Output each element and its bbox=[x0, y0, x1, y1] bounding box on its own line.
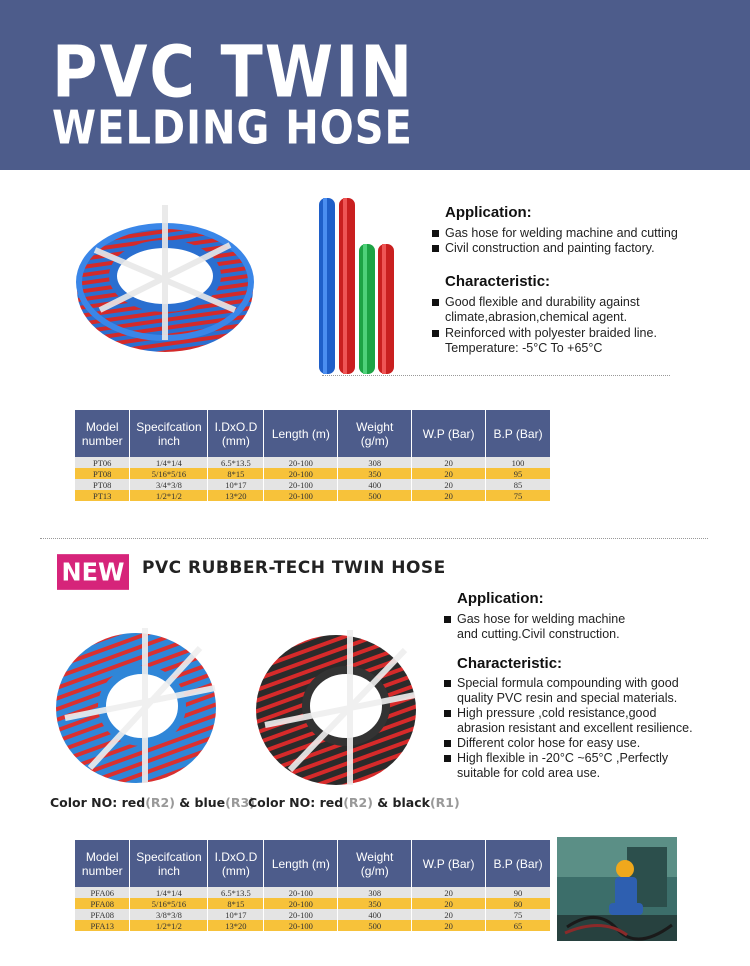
characteristic-line: suitable for cold area use. bbox=[457, 766, 601, 780]
col-length: Length (m) bbox=[264, 410, 338, 457]
cell: 400 bbox=[338, 909, 412, 920]
characteristic-line: High flexible in -20°C ~65°C ,Perfectly bbox=[457, 751, 669, 765]
cell: 20-100 bbox=[264, 468, 338, 479]
application-item bbox=[443, 612, 747, 642]
hose-tubes-image bbox=[316, 196, 396, 376]
section2-title: PVC RUBBER-TECH TWIN HOSE bbox=[142, 558, 446, 578]
characteristic-line: climate,abrasion,chemical agent. bbox=[445, 310, 628, 324]
cell: 20-100 bbox=[264, 909, 338, 920]
cell: 90 bbox=[486, 887, 551, 898]
characteristic-heading: Characteristic: bbox=[457, 655, 563, 672]
cell: 20 bbox=[412, 887, 486, 898]
table-header-row bbox=[75, 410, 551, 457]
table-row bbox=[75, 909, 551, 920]
cell: 6.5*13.5 bbox=[208, 457, 264, 468]
characteristic-item bbox=[431, 326, 745, 356]
cell: 1/2*1/2 bbox=[130, 490, 208, 501]
cell: 80 bbox=[486, 898, 551, 909]
spec-table-1 bbox=[75, 410, 551, 501]
cell: 20-100 bbox=[264, 479, 338, 490]
cell: PT13 bbox=[75, 490, 130, 501]
cell: 20 bbox=[412, 898, 486, 909]
cell: 500 bbox=[338, 920, 412, 931]
color-label-red-black: Color NO: red(R2) & black(R1) bbox=[248, 795, 460, 810]
table-row bbox=[75, 490, 551, 501]
new-badge: NEW bbox=[57, 554, 129, 590]
page-title-line-1: PVC TWIN bbox=[52, 30, 415, 114]
cell: 13*20 bbox=[208, 490, 264, 501]
col-length: Length (m) bbox=[264, 840, 338, 887]
cell: 5/16*5/16 bbox=[130, 468, 208, 479]
cell: 1/4*1/4 bbox=[130, 887, 208, 898]
characteristic-line: High pressure ,cold resistance,good bbox=[457, 706, 657, 720]
red-blue-hose-coil-image bbox=[50, 618, 225, 788]
cell: 13*20 bbox=[208, 920, 264, 931]
characteristic-line: Temperature: -5°C To +65°C bbox=[445, 341, 603, 355]
cell: 3/8*3/8 bbox=[130, 909, 208, 920]
col-model: Model number bbox=[75, 410, 130, 457]
col-wp: W.P (Bar) bbox=[412, 840, 486, 887]
cell: PT08 bbox=[75, 468, 130, 479]
cell: 20-100 bbox=[264, 457, 338, 468]
application-line: and cutting.Civil construction. bbox=[457, 627, 620, 641]
cell: 500 bbox=[338, 490, 412, 501]
cell: PFA06 bbox=[75, 887, 130, 898]
cell: 6.5*13.5 bbox=[208, 887, 264, 898]
cell: 20 bbox=[412, 909, 486, 920]
col-bp: B.P (Bar) bbox=[486, 840, 551, 887]
section2-application bbox=[457, 590, 747, 642]
cell: 75 bbox=[486, 909, 551, 920]
characteristic-line: Special formula compounding with good bbox=[457, 676, 679, 690]
cell: 8*15 bbox=[208, 468, 264, 479]
cell: 20-100 bbox=[264, 898, 338, 909]
col-spec: Specifcation inch bbox=[130, 840, 208, 887]
cell: 350 bbox=[338, 468, 412, 479]
characteristic-line: quality PVC resin and special materials. bbox=[457, 691, 678, 705]
cell: 10*17 bbox=[208, 479, 264, 490]
welder-photo bbox=[557, 837, 677, 941]
table-row bbox=[75, 479, 551, 490]
cell: 5/16*5/16 bbox=[130, 898, 208, 909]
cell: 65 bbox=[486, 920, 551, 931]
characteristic-line: Reinforced with polyester braided line. bbox=[445, 326, 657, 340]
divider bbox=[322, 375, 670, 376]
section-divider bbox=[40, 538, 708, 539]
table-row bbox=[75, 887, 551, 898]
cell: 75 bbox=[486, 490, 551, 501]
cell: 100 bbox=[486, 457, 551, 468]
cell: 308 bbox=[338, 887, 412, 898]
characteristic-heading: Characteristic: bbox=[445, 273, 551, 290]
color-label-red-blue: Color NO: red(R2) & blue(R3) bbox=[50, 795, 255, 810]
application-item: Gas hose for welding machine and cutting bbox=[431, 226, 745, 241]
col-wp: W.P (Bar) bbox=[412, 410, 486, 457]
page-header-banner bbox=[0, 0, 750, 170]
col-bp: B.P (Bar) bbox=[486, 410, 551, 457]
cell: 8*15 bbox=[208, 898, 264, 909]
cell: 308 bbox=[338, 457, 412, 468]
characteristic-item bbox=[431, 295, 745, 325]
application-heading: Application: bbox=[457, 590, 544, 607]
col-spec: Specifcation inch bbox=[130, 410, 208, 457]
cell: 10*17 bbox=[208, 909, 264, 920]
col-idod: I.DxO.D (mm) bbox=[208, 410, 264, 457]
cell: 20 bbox=[412, 479, 486, 490]
cell: 20 bbox=[412, 920, 486, 931]
cell: PFA08 bbox=[75, 898, 130, 909]
characteristic-line: Good flexible and durability against bbox=[445, 295, 640, 309]
cell: PFA08 bbox=[75, 909, 130, 920]
characteristic-line: Different color hose for easy use. bbox=[457, 736, 641, 750]
section2-characteristic bbox=[457, 655, 747, 781]
spec-table-2 bbox=[75, 840, 551, 931]
characteristic-item bbox=[443, 751, 747, 781]
table-row bbox=[75, 468, 551, 479]
red-black-hose-coil-image bbox=[250, 620, 425, 790]
cell: 20 bbox=[412, 468, 486, 479]
application-heading: Application: bbox=[445, 204, 532, 221]
table-row bbox=[75, 920, 551, 931]
characteristic-item bbox=[443, 676, 747, 706]
cell: 400 bbox=[338, 479, 412, 490]
cell: 20-100 bbox=[264, 920, 338, 931]
cell: 20-100 bbox=[264, 887, 338, 898]
section1-characteristic bbox=[445, 273, 745, 356]
col-weight: Weight (g/m) bbox=[338, 410, 412, 457]
characteristic-line: abrasion resistant and excellent resilience. bbox=[457, 721, 693, 735]
cell: 1/2*1/2 bbox=[130, 920, 208, 931]
application-item: Civil construction and painting factory. bbox=[431, 241, 745, 256]
cell: 20 bbox=[412, 457, 486, 468]
table-row bbox=[75, 898, 551, 909]
cell: 20-100 bbox=[264, 490, 338, 501]
col-weight: Weight (g/m) bbox=[338, 840, 412, 887]
characteristic-item bbox=[443, 706, 747, 736]
section1-application bbox=[445, 204, 745, 256]
cell: 350 bbox=[338, 898, 412, 909]
cell: 1/4*1/4 bbox=[130, 457, 208, 468]
cell: PT06 bbox=[75, 457, 130, 468]
cell: PFA13 bbox=[75, 920, 130, 931]
cell: 20 bbox=[412, 490, 486, 501]
col-idod: I.DxO.D (mm) bbox=[208, 840, 264, 887]
table-header-row bbox=[75, 840, 551, 887]
characteristic-item bbox=[443, 736, 747, 751]
cell: 85 bbox=[486, 479, 551, 490]
cell: 95 bbox=[486, 468, 551, 479]
cell: 3/4*3/8 bbox=[130, 479, 208, 490]
application-line: Gas hose for welding machine bbox=[457, 612, 626, 626]
cell: PT08 bbox=[75, 479, 130, 490]
page-title-line-2: WELDING HOSE bbox=[52, 102, 413, 155]
twin-hose-coil-image bbox=[70, 190, 260, 360]
col-model: Model number bbox=[75, 840, 130, 887]
table-row bbox=[75, 457, 551, 468]
